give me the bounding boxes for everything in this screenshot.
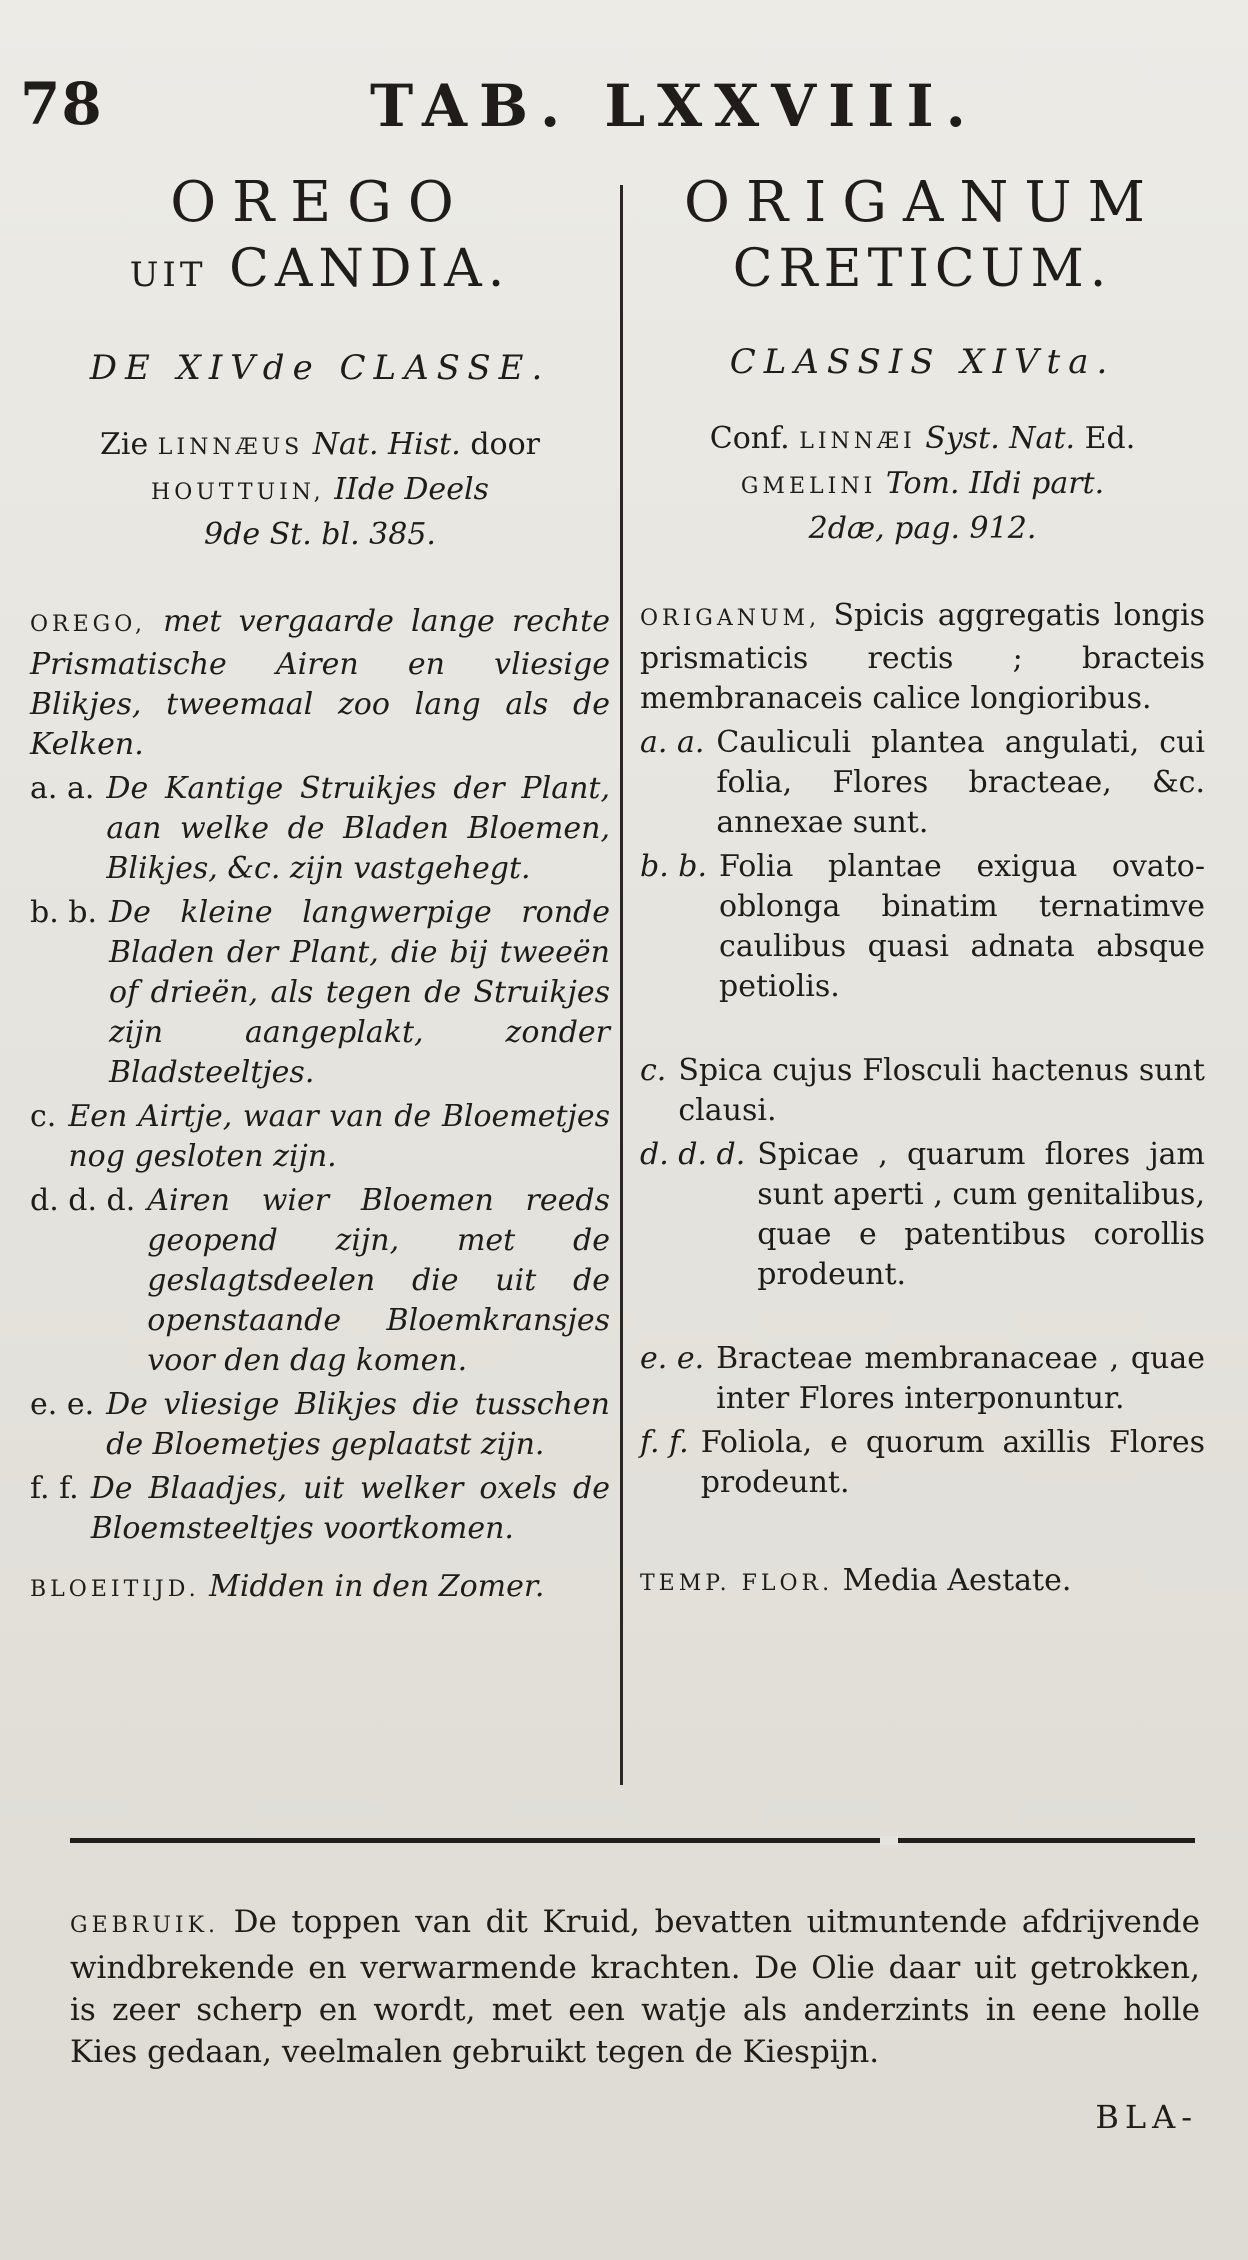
entry-label: c. (640, 1053, 667, 1088)
latin-description (640, 596, 1205, 719)
dutch-entry-f (30, 1469, 610, 1549)
latin-ref-part: 2dæ, pag. 912. (808, 511, 1037, 546)
latin-entry-c (640, 1051, 1205, 1131)
dutch-ref-author: LINNÆUS (157, 435, 304, 460)
dutch-flowering-text: Midden in den Zomer. (209, 1569, 545, 1604)
dutch-reference (30, 424, 610, 556)
dutch-subtitle-main: CANDIA. (229, 239, 511, 299)
dutch-flowering-time (30, 1567, 610, 1610)
dutch-ref-mid: door (470, 427, 540, 462)
latin-entry-e (640, 1339, 1205, 1419)
dutch-entry-e (30, 1385, 610, 1465)
spacer (640, 1299, 1205, 1339)
latin-classis: CLASSIS XIVta. (729, 342, 1116, 382)
latin-entry-b (640, 847, 1205, 1007)
entry-label: e. e. (640, 1341, 705, 1376)
latin-ref-author: LINNÆI (799, 429, 916, 454)
dutch-ref-work: Nat. Hist. (312, 427, 461, 462)
entry-label: a. a. (640, 725, 705, 760)
latin-description-lead: ORIGANUM, (640, 606, 821, 631)
entry-text: Bracteae membranaceae , quae inter Flores interponuntur. (716, 1341, 1205, 1416)
dutch-ref-volume: IIde Deels (334, 472, 489, 507)
entry-text: Folia plantae exigua ovato-oblonga binatim ternatimve caulibus quasi adnata absque petiolis. (719, 849, 1205, 1004)
dutch-ref-prefix: Zie (100, 427, 149, 462)
entry-text: De Kantige Struikjes der Plant, aan welke de Bladen Bloemen, Blikjes, &c. zijn vastgehegt. (106, 771, 610, 886)
dutch-description-text: met vergaarde lange rechte Prismatische Airen en vliesige Blikjes, tweemaal zoo lang als de Kelken. (30, 604, 610, 762)
latin-entry-d (640, 1135, 1205, 1295)
page-number: 78 (20, 70, 103, 138)
latin-flowering-label: TEMP. FLOR. (640, 1571, 834, 1596)
entry-text: Spicae , quarum flores jam sunt aperti , cum genitalibus, quae e patentibus corollis prodeunt. (757, 1137, 1205, 1292)
latin-ref-prefix: Conf. (709, 421, 790, 456)
latin-ref-volume: Tom. IIdi part. (885, 466, 1105, 501)
dutch-title: OREGO (170, 170, 470, 235)
dutch-entry-c (30, 1097, 610, 1177)
latin-subtitle: CRETICUM. (732, 239, 1113, 299)
usage-text: De toppen van dit Kruid, bevatten uitmuntende afdrijvende windbrekende en verwarmende krachten. De Olie daar uit getrokken, is zeer scherp en wordt, met een watje als anderzints in eene holle Kies gedaan, veelmalen gebruikt tegen de Kiespijn. (70, 1904, 1200, 2070)
entry-text: De kleine langwerpige ronde Bladen der Plant, die bij tweeën of drieën, als tegen de Struikjes zijn aangeplakt, zonder Bladsteeltjes. (109, 895, 610, 1090)
latin-description-text: Spicis aggregatis longis prismaticis rectis ; bracteis membranaceis calice longioribus. (640, 598, 1205, 716)
dutch-classis: DE XIVde CLASSE. (89, 348, 551, 388)
entry-text: De vliesige Blikjes die tusschen de Bloemetjes geplaatst zijn. (106, 1387, 610, 1462)
usage-label: GEBRUIK. (70, 1913, 220, 1938)
latin-ref-work: Syst. Nat. (925, 421, 1076, 456)
column-divider (620, 185, 623, 1785)
dutch-flowering-label: BLOEITIJD. (30, 1577, 200, 1602)
dutch-entry-d (30, 1181, 610, 1381)
entry-text: Cauliculi plantea angulati, cui folia, Flores bracteae, &c. annexae sunt. (716, 725, 1205, 840)
entry-label: f. f. (640, 1425, 689, 1460)
entry-text: Een Airtje, waar van de Bloemetjes nog gesloten zijn. (68, 1099, 610, 1174)
running-head: TAB. LXXVIII. (370, 72, 978, 140)
latin-title: ORIGANUM (684, 170, 1161, 235)
dutch-subtitle (30, 236, 610, 308)
latin-entry-f (640, 1423, 1205, 1503)
dutch-description-lead: OREGO, (30, 612, 146, 637)
latin-entry-a (640, 723, 1205, 843)
dutch-column (30, 170, 610, 1610)
entry-text: Spica cujus Flosculi hactenus sunt clausi. (678, 1053, 1205, 1128)
dutch-entry-a (30, 769, 610, 889)
entry-text: Foliola, e quorum axillis Flores prodeunt. (700, 1425, 1205, 1500)
entry-label: c. (30, 1099, 57, 1134)
dutch-ref-translator: HOUTTUIN, (151, 480, 325, 505)
latin-flowering-text: Media Aestate. (842, 1563, 1072, 1598)
entry-label: b. b. (30, 895, 98, 930)
entry-label: d. d. d. (640, 1137, 746, 1172)
entry-label: f. f. (30, 1471, 79, 1506)
entry-label: d. d. d. (30, 1183, 136, 1218)
dutch-entry-b (30, 893, 610, 1093)
horizontal-rule (70, 1838, 1195, 1843)
latin-flowering-time (640, 1561, 1205, 1604)
usage-paragraph (70, 1901, 1200, 2073)
catchword: BLA- (1095, 2098, 1198, 2136)
entry-label: e. e. (30, 1387, 95, 1422)
latin-column (640, 170, 1205, 1604)
rule-gap (880, 1836, 898, 1845)
latin-ref-edition: Ed. (1084, 421, 1136, 456)
entry-label: a. a. (30, 771, 95, 806)
dutch-ref-part: 9de St. bl. 385. (204, 517, 436, 552)
spacer (640, 1011, 1205, 1051)
entry-label: b. b. (640, 849, 708, 884)
dutch-subtitle-prefix: UIT (129, 255, 207, 295)
entry-text: Airen wier Bloemen reeds geopend zijn, met de geslagtsdeelen die uit de openstaande Bloemkransjes voor den dag komen. (147, 1183, 610, 1378)
latin-reference (640, 418, 1205, 550)
dutch-description (30, 602, 610, 765)
latin-ref-editor: GMELINI (740, 474, 877, 499)
entry-text: De Blaadjes, uit welker oxels de Bloemsteeltjes voortkomen. (90, 1471, 610, 1546)
